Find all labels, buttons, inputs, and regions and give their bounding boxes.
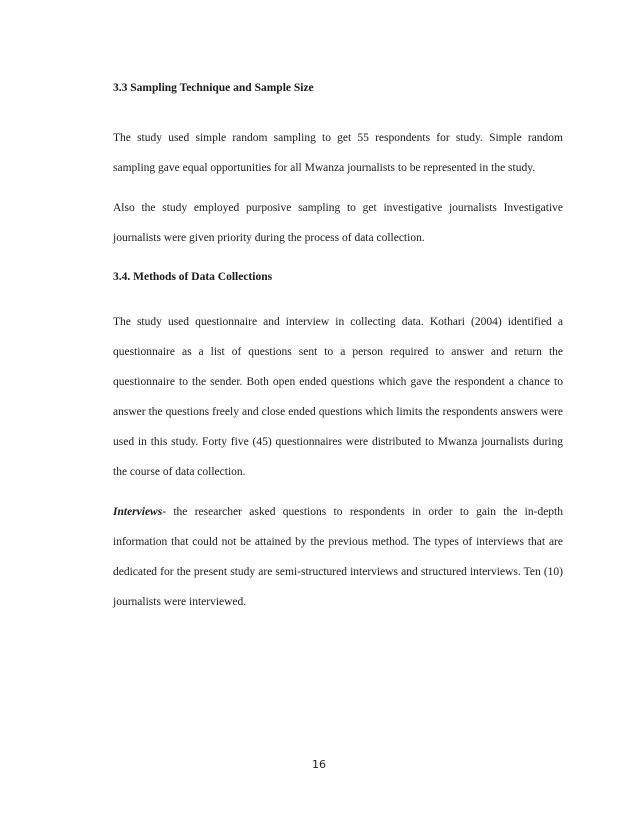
paragraph-sampling-random: The study used simple random sampling to get 55 respondents for study. Simple random sampling gave equal opportunities for all Mwanza journalists to be represented in the study. <box>113 132 563 174</box>
section-heading-sampling: 3.3 Sampling Technique and Sample Size <box>113 82 314 94</box>
page-content <box>113 68 563 617</box>
paragraph-methods-interviews <box>113 497 563 617</box>
page-number: 16 <box>312 758 326 771</box>
interviews-description: - the researcher asked questions to respondents in order to gain the in-depth information that could not be attained by the previous method. The types of interviews that are dedicated for the present study are semi-structured interviews and structured interviews. Ten (10) journalists were interviewed. <box>113 506 563 608</box>
section-heading-methods: 3.4. Methods of Data Collections <box>113 271 273 283</box>
interviews-term: Interviews <box>113 506 163 518</box>
paragraph-methods-questionnaire: The study used questionnaire and interview in collecting data. Kothari (2004) identified a questionnaire as a list of questions sent to a person required to answer and return the questionnaire to the sender. Both open ended questions which gave the respondent a chance to answer the questions freely and close ended questions which limits the respondents answers were used in this study. Forty five (45) questionnaires were distributed to Mwanza journalists during the course of data collection. <box>113 316 563 478</box>
paragraph-sampling-purposive: Also the study employed purposive sampling to get investigative journalists Investigative journalists were given priority during the process of data collection. <box>113 202 563 244</box>
